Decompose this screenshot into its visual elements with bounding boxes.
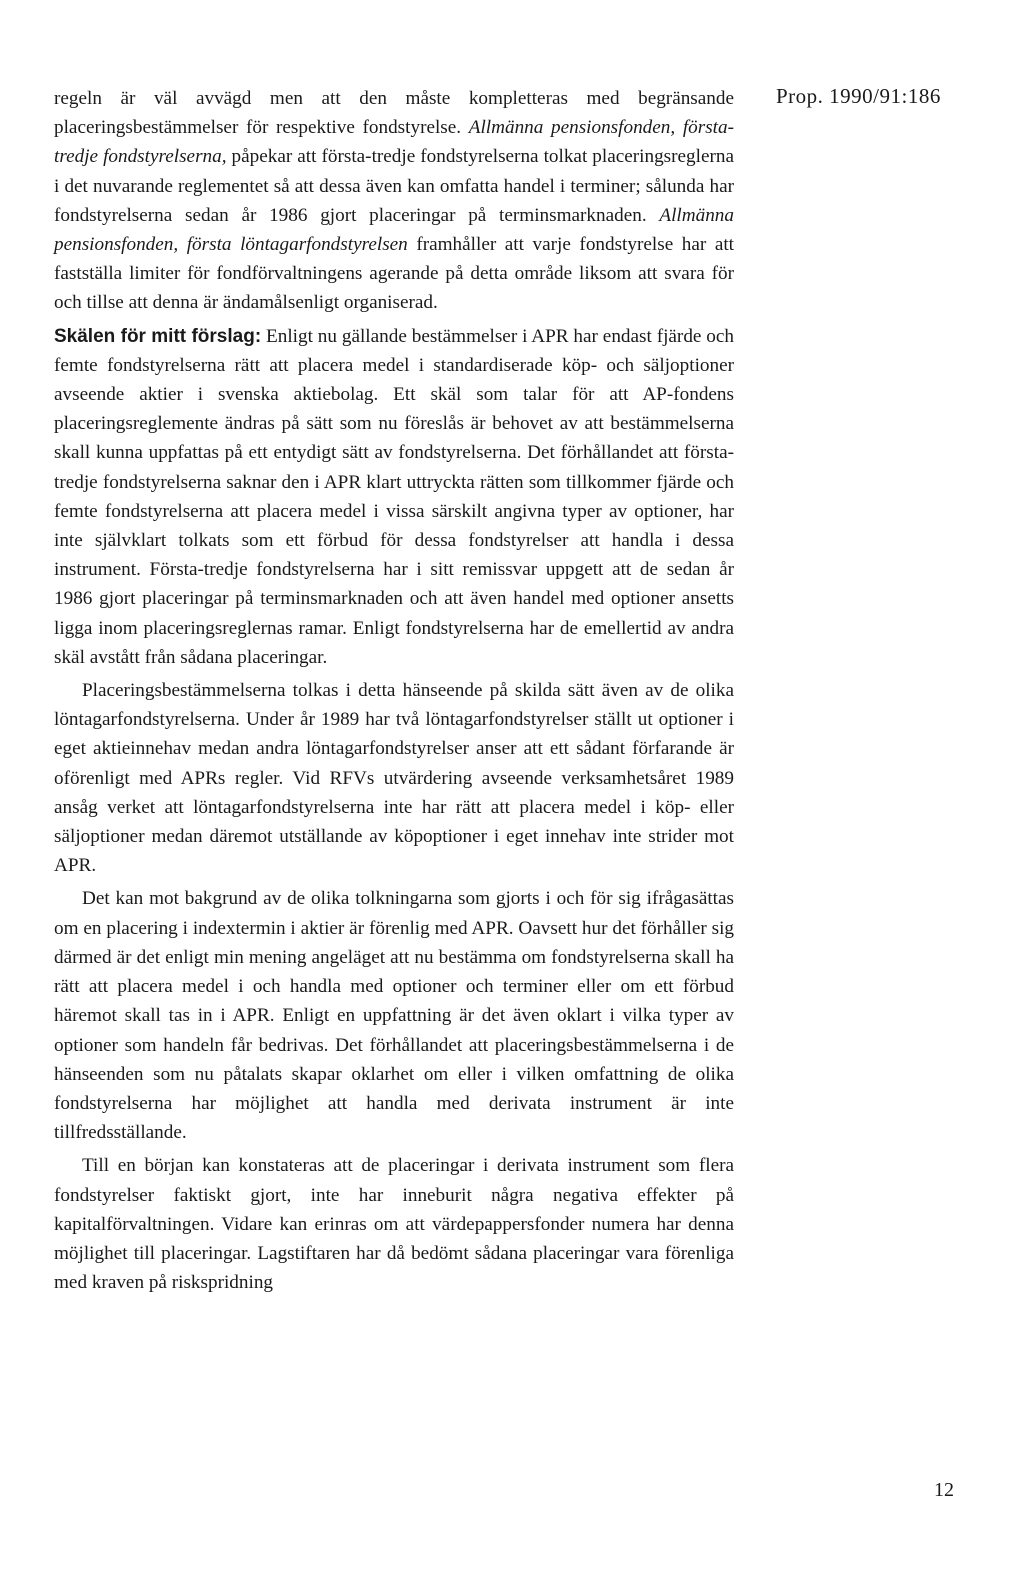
paragraph-1: [54, 84, 734, 318]
document-body: [54, 84, 734, 1301]
paragraph-1-italic-b: Allmänna pensionsfonden, första löntagarfondstyrelsen: [54, 204, 734, 256]
paragraph-4: [54, 884, 734, 1147]
page-number: 12: [934, 1479, 954, 1501]
paragraph-3-text: Placeringsbestämmelserna tolkas i detta hänseende på skilda sätt även av de olika löntagarfondstyrelserna. Under år 1989 har två löntagarfondstyrelser ställt ut optioner i eget aktieinnehav medan andra löntagarfondstyrelser anser att ett sådant förfarande är oförenligt med APRs regler. Vid RFVs utvärdering avseende verksamhetsåret 1989 ansåg verket att löntagarfondstyrelserna inte har rätt att placera medel i köp- eller säljoptioner medan däremot utställande av köpoptioner i eget innehav inte strider mot APR.: [54, 680, 734, 877]
paragraph-5: [54, 1151, 734, 1297]
paragraph-2: [54, 322, 734, 672]
paragraph-2-text: Enligt nu gällande bestämmelser i APR har endast fjärde och femte fondstyrelserna rätt att placera medel i standardiserade köp- och säljoptioner avseende aktier i svenska aktiebolag. Ett skäl som talar för att AP-fondens placeringsreglemente ändras på sätt som nu föreslås är behovet av att bestämmelserna skall kunna uppfattas på ett entydigt sätt av fondstyrelserna. Det förhållandet att första-tredje fondstyrelserna saknar den i APR klart uttryckta rätten som tillkommer fjärde och femte fondstyrelserna att placera medel i vissa särskilt angivna typer av optioner, har inte självklart tolkats som ett förbud för dessa fondstyrelser att handla i dessa instrument. Första-tredje fondstyrelserna har i sitt remissvar uppgett att de sedan år 1986 gjort placeringar på terminsmarknaden och att även handel med optioner ansetts ligga inom placeringsreglernas ramar. Enligt fondstyrelserna har de emellertid av andra skäl avstått från sådana placeringar.: [54, 325, 734, 668]
paragraph-1-text-b: påpekar att första-tredje fondstyrelserna tolkat placeringsreglerna i det nuvarande reglementet så att dessa även kan omfatta handel i terminer; sålunda har fondstyrelserna sedan år 1986 gjort placeringar på terminsmarknaden.: [54, 146, 734, 226]
paragraph-4-text: Det kan mot bakgrund av de olika tolkningarna som gjorts i och för sig ifrågasättas om en placering i indextermin i aktier är förenlig med APR. Oavsett hur det förhåller sig därmed är det enligt min mening angeläget att nu bestämma om fondstyrelserna skall ha rätt att placera medel i och handla med optioner och terminer eller om ett förbud häremot skall tas in i APR. Enligt en uppfattning är det även oklart i vilka typer av optioner som handeln får bedrivas. Det förhållandet att placeringsbestämmelserna i de hänseenden som nu påtalats skapar oklarhet om eller i vilken omfattning de olika fondstyrelserna har möjlighet att handla med derivata instrument är inte tillfredsställande.: [54, 888, 734, 1144]
section-heading: Skälen för mitt förslag:: [54, 325, 262, 347]
paragraph-3: [54, 676, 734, 880]
paragraph-1-text-a: regeln är väl avvägd men att den måste kompletteras med begränsande placeringsbestämmelser för respektive fondstyrelse.: [54, 88, 734, 139]
paragraph-1-text-c: framhåller att varje fondstyrelse har att fastställa limiter för fondförvaltningens agerande på detta område liksom att svara för och tillse att denna är ändamålsenligt organiserad.: [54, 234, 734, 314]
paragraph-1-italic-a: Allmänna pensionsfonden, första-tredje fondstyrelserna,: [54, 117, 734, 168]
proposition-reference: Prop. 1990/91:186: [776, 84, 941, 108]
paragraph-5-text: Till en början kan konstateras att de placeringar i derivata instrument som flera fondstyrelser faktiskt gjort, inte har inneburit några negativa effekter på kapitalförvaltningen. Vidare kan erinras om att värdepappersfonder numera har denna möjlighet till placeringar. Lagstiftaren har då bedömt sådana placeringar vara förenliga med kraven på riskspridning: [54, 1155, 734, 1294]
